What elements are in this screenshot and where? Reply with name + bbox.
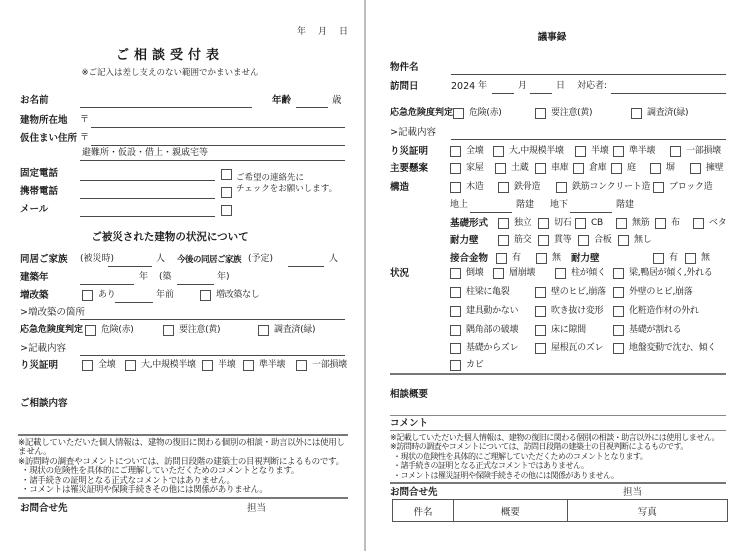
above-ground-label: 地上 bbox=[450, 200, 469, 210]
foundation-unreinforced-checkbox[interactable] bbox=[616, 218, 627, 229]
cond-trim-detached-label: 化粧造作材の外れ bbox=[629, 306, 699, 316]
separator-line bbox=[390, 415, 726, 416]
renovation-years-ago-label: 年前 bbox=[156, 290, 175, 300]
foundation-type-label: 基礎形式 bbox=[450, 218, 489, 229]
cond-mold-label: カビ bbox=[466, 360, 484, 370]
risk-caution-checkbox[interactable] bbox=[535, 108, 546, 119]
floor-unit-label: 階建 bbox=[516, 200, 535, 210]
concern-garage-label: 車庫 bbox=[551, 163, 569, 173]
landline-label: 固定電話 bbox=[20, 168, 59, 179]
below-ground-floors-line[interactable] bbox=[570, 200, 612, 213]
concern-storehouse-label: 土蔵 bbox=[511, 163, 529, 173]
comment-label: コメント bbox=[390, 418, 429, 429]
cond-exterior-crack-label: 外壁のヒビ,崩落 bbox=[629, 287, 693, 297]
cond-beam-lintel-checkbox[interactable] bbox=[613, 268, 624, 279]
mobile-input-line[interactable] bbox=[80, 186, 215, 199]
cond-atrium-deform-checkbox[interactable] bbox=[535, 306, 546, 317]
joint-no-checkbox[interactable] bbox=[536, 253, 547, 264]
cert-option-3-checkbox[interactable] bbox=[202, 360, 213, 371]
foundation-unreinforced-label: 無筋 bbox=[632, 218, 650, 228]
separator-line bbox=[18, 434, 348, 436]
privacy-note-line: ・諸手続きの証明となる正式なコメントではありません。 bbox=[393, 461, 589, 471]
wall-brace-checkbox[interactable] bbox=[498, 235, 509, 246]
visit-date-label: 訪問日 bbox=[390, 81, 419, 92]
landline-preferred-checkbox[interactable] bbox=[221, 169, 232, 180]
cond-corner-damage-label: 隅角部の破壊 bbox=[466, 325, 519, 335]
concern-fence-checkbox[interactable] bbox=[650, 163, 661, 174]
wall-nuki-label: 貫等 bbox=[554, 235, 572, 245]
separator-line bbox=[390, 373, 726, 375]
joint-yes-checkbox[interactable] bbox=[496, 253, 507, 264]
concern-garden-label: 庭 bbox=[627, 163, 636, 173]
staff-label: 担当 bbox=[623, 487, 643, 498]
wall-plywood-checkbox[interactable] bbox=[578, 235, 589, 246]
family-count-line[interactable] bbox=[108, 254, 152, 267]
cond-foundation-crack-checkbox[interactable] bbox=[613, 325, 624, 336]
separator-line bbox=[390, 430, 726, 431]
age-input-line[interactable] bbox=[296, 95, 328, 108]
cond-leaning-column-checkbox[interactable] bbox=[555, 268, 566, 279]
structure-rc-label: 鉄筋コンクリート造 bbox=[572, 182, 651, 192]
cond-foundation-shift-checkbox[interactable] bbox=[450, 343, 461, 354]
consultation-summary-label: 相談概要 bbox=[390, 389, 429, 400]
foundation-independent-checkbox[interactable] bbox=[498, 218, 509, 229]
built-year-unit: 年 bbox=[139, 272, 149, 282]
floor-unit-label-2: 階建 bbox=[616, 200, 635, 210]
foundation-strip-checkbox[interactable] bbox=[655, 218, 666, 229]
risk-assessment-label: 応急危険度判定 bbox=[390, 108, 454, 118]
table-header-overview: 概要 bbox=[453, 500, 567, 521]
privacy-note-line: ・コメントは罹災証明や保険手続きその他には関係がありません。 bbox=[393, 470, 619, 480]
structure-block-checkbox[interactable] bbox=[653, 182, 664, 193]
visit-year-unit: 年 bbox=[478, 81, 488, 91]
concern-retaining-wall-label: 擁壁 bbox=[706, 163, 724, 173]
future-family-plan-label: (予定) bbox=[248, 254, 274, 264]
temporary-address-label: 仮住まい住所 bbox=[20, 133, 78, 144]
cond-corner-damage-checkbox[interactable] bbox=[450, 325, 461, 336]
renovation-years-line[interactable] bbox=[115, 290, 153, 303]
visit-day-unit: 日 bbox=[556, 81, 566, 91]
cond-atrium-deform-label: 吹き抜け変形 bbox=[551, 306, 604, 316]
cond-foundation-crack-label: 基礎が割れる bbox=[629, 325, 682, 335]
risk-inspected-label: 調査済(緑) bbox=[647, 108, 689, 118]
future-family-count-line[interactable] bbox=[288, 254, 324, 267]
cert-option-5-checkbox[interactable] bbox=[670, 146, 681, 157]
foundation-mat-checkbox[interactable] bbox=[693, 218, 704, 229]
cert-option-4-label: 準半壊 bbox=[629, 146, 656, 156]
renovation-no-checkbox[interactable] bbox=[200, 290, 211, 301]
cond-fittings-stuck-checkbox[interactable] bbox=[450, 306, 461, 317]
cert-option-2-checkbox[interactable] bbox=[125, 360, 136, 371]
cond-trim-detached-checkbox[interactable] bbox=[613, 306, 624, 317]
foundation-independent-label: 独立 bbox=[514, 218, 532, 228]
cond-collapse-label: 倒壊 bbox=[466, 268, 484, 278]
person-unit-label: 人 bbox=[156, 254, 166, 264]
renovation-yes-label: あり bbox=[98, 290, 116, 300]
date-month-label: 月 bbox=[318, 27, 328, 37]
visit-day-line[interactable] bbox=[530, 81, 552, 94]
cond-mold-checkbox[interactable] bbox=[450, 360, 461, 371]
cond-wall-crack-label: 壁のヒビ,崩落 bbox=[551, 287, 606, 297]
privacy-note-line: ※訪問時の調査やコメントについては、訪問日段階の建築士の目視判断によるものです。 bbox=[390, 442, 688, 452]
contact-preference-note-1: ご希望の連絡先に bbox=[236, 173, 305, 183]
concern-house-label: 家屋 bbox=[466, 163, 484, 173]
inquiry-label: お問合せ先 bbox=[390, 487, 438, 498]
condition-label: 状況 bbox=[390, 268, 410, 279]
email-input-line[interactable] bbox=[80, 204, 215, 217]
cond-ground-subsidence-label: 地盤変動で沈む、傾く bbox=[629, 343, 717, 353]
age-label: 年齢 bbox=[272, 95, 292, 106]
privacy-note-line: ※記載していただいた個人情報は、建物の復旧に関わる個別の相談・助言以外には使用しません。 bbox=[18, 438, 345, 458]
cert-option-2-checkbox[interactable] bbox=[493, 146, 504, 157]
cert-option-5-label: 一部損壊 bbox=[312, 360, 347, 370]
built-age-line[interactable] bbox=[177, 272, 214, 285]
cond-story-collapse-checkbox[interactable] bbox=[493, 268, 504, 279]
form-subtitle: ※ご記入は差し支えのない範囲でかまいません bbox=[81, 68, 259, 78]
building-address-label: 建物所在地 bbox=[20, 115, 68, 126]
visit-year-value: 2024 bbox=[451, 81, 476, 92]
person-unit-label-2: 人 bbox=[329, 254, 339, 264]
minutes-title: 議事録 bbox=[537, 32, 567, 43]
cond-foundation-shift-label: 基礎からズレ bbox=[466, 343, 519, 353]
cond-ground-subsidence-checkbox[interactable] bbox=[613, 343, 624, 354]
family-label: 同居ご家族 bbox=[20, 254, 68, 265]
structure-label: 構造 bbox=[390, 182, 410, 193]
foundation-cb-checkbox[interactable] bbox=[575, 218, 586, 229]
page-divider bbox=[364, 0, 366, 551]
separator-line bbox=[390, 482, 726, 484]
cond-roof-tile-shift-label: 屋根瓦のズレ bbox=[551, 343, 604, 353]
cond-wall-crack-checkbox[interactable] bbox=[535, 287, 546, 298]
risk-inspected-checkbox[interactable] bbox=[631, 108, 642, 119]
mobile-label: 携帯電話 bbox=[20, 186, 59, 197]
cert-option-3-label: 半壊 bbox=[218, 360, 236, 370]
structure-block-label: ブロック造 bbox=[669, 182, 713, 192]
cond-floor-gap-label: 床に隙間 bbox=[551, 325, 586, 335]
cert-option-1-checkbox[interactable] bbox=[450, 146, 461, 157]
foundation-mat-label: ベタ bbox=[709, 218, 727, 228]
attachment-table bbox=[392, 499, 728, 522]
minutes-page bbox=[368, 0, 736, 551]
attendant-line[interactable] bbox=[611, 81, 726, 94]
contact-preference-note-2: チェックをお願いします。 bbox=[236, 184, 338, 194]
building-address-line[interactable] bbox=[91, 115, 345, 128]
above-ground-floors-line[interactable] bbox=[470, 200, 512, 213]
privacy-note-line: ※訪問時の調査やコメントについては、訪問日段階の建築士の目視判断によるものです。 bbox=[18, 456, 344, 467]
cert-option-1-label: 全壊 bbox=[466, 146, 484, 156]
form-title: ご相談受付表 bbox=[115, 48, 224, 63]
cert-option-5-label: 一部損壊 bbox=[686, 146, 721, 156]
table-header-photo: 写真 bbox=[567, 500, 727, 521]
bearing-wall-2-label: 耐力壁 bbox=[571, 253, 600, 264]
risk-assessment-label: 応急危険度判定 bbox=[20, 325, 84, 335]
risk-caution-checkbox[interactable] bbox=[163, 325, 174, 336]
concern-house-checkbox[interactable] bbox=[450, 163, 461, 174]
wall-plywood-label: 合板 bbox=[594, 235, 612, 245]
bearing-wall-yes-checkbox[interactable] bbox=[653, 253, 664, 264]
wall-none-label: 無し bbox=[634, 235, 652, 245]
cert-option-4-checkbox[interactable] bbox=[243, 360, 254, 371]
postal-mark: 〒 bbox=[80, 115, 90, 125]
structure-steel-label: 鉄骨造 bbox=[514, 182, 541, 192]
cond-column-crack-label: 柱梁に亀裂 bbox=[466, 287, 510, 297]
renovation-label: 増改築 bbox=[20, 290, 49, 301]
cert-option-4-checkbox[interactable] bbox=[613, 146, 624, 157]
postal-mark-2: 〒 bbox=[80, 133, 90, 143]
risk-content-label: >記載内容 bbox=[390, 127, 436, 138]
age-unit-label: 歳 bbox=[332, 95, 342, 106]
privacy-notes bbox=[390, 433, 730, 480]
cert-option-2-label: 大,中規模半壊 bbox=[141, 360, 196, 370]
cond-leaning-column-label: 柱が傾く bbox=[571, 268, 606, 278]
wall-brace-label: 筋交 bbox=[514, 235, 532, 245]
landline-input-line[interactable] bbox=[80, 168, 215, 181]
main-concern-label: 主要懸案 bbox=[390, 163, 429, 174]
cert-option-1-label: 全壊 bbox=[98, 360, 116, 370]
date-day-label: 日 bbox=[339, 27, 349, 37]
building-status-section-title: ご被災された建物の状況について bbox=[91, 231, 249, 243]
cert-option-1-checkbox[interactable] bbox=[82, 360, 93, 371]
below-ground-label: 地下 bbox=[550, 200, 569, 210]
family-at-disaster-label: (被災時) bbox=[80, 254, 115, 264]
name-input-line[interactable] bbox=[80, 95, 252, 108]
bearing-wall-label: 耐力壁 bbox=[450, 235, 479, 246]
bearing-wall-no-label: 無 bbox=[701, 253, 710, 263]
separator-line bbox=[18, 497, 348, 499]
risk-content-line[interactable] bbox=[451, 127, 726, 140]
concern-garage-checkbox[interactable] bbox=[535, 163, 546, 174]
reception-form-page bbox=[0, 0, 364, 551]
disaster-certificate-label: り災証明 bbox=[20, 360, 59, 371]
date-year-label: 年 bbox=[297, 27, 307, 37]
shelter-type-note: 避難所・仮設・借上・親戚宅等 bbox=[82, 148, 209, 158]
future-family-label: 今後の同居ご家族 bbox=[177, 255, 242, 265]
renovation-location-label: >増改築の箇所 bbox=[20, 307, 85, 318]
property-name-line[interactable] bbox=[451, 62, 726, 75]
visit-month-line[interactable] bbox=[492, 81, 514, 94]
structure-wood-label: 木造 bbox=[466, 182, 484, 192]
built-year-line[interactable] bbox=[80, 272, 134, 285]
risk-danger-label: 危険(赤) bbox=[101, 325, 134, 335]
built-year-label: 建築年 bbox=[20, 272, 49, 283]
cert-option-2-label: 大,中規模半壊 bbox=[509, 146, 564, 156]
foundation-cutstone-checkbox[interactable] bbox=[538, 218, 549, 229]
inquiry-label: お問合せ先 bbox=[20, 503, 68, 514]
temporary-address-line[interactable] bbox=[91, 133, 345, 146]
concern-garden-checkbox[interactable] bbox=[611, 163, 622, 174]
visit-month-unit: 月 bbox=[518, 81, 528, 91]
foundation-cb-label: CB bbox=[591, 218, 603, 228]
mobile-preferred-checkbox[interactable] bbox=[221, 187, 232, 198]
wall-nuki-checkbox[interactable] bbox=[538, 235, 549, 246]
foundation-cutstone-label: 切石 bbox=[554, 218, 572, 228]
concern-storehouse-checkbox[interactable] bbox=[495, 163, 506, 174]
property-name-label: 物件名 bbox=[390, 62, 419, 73]
table-header-subject: 件名 bbox=[413, 506, 433, 518]
renovation-location-line[interactable] bbox=[80, 307, 345, 320]
consultation-content-label: ご相談内容 bbox=[20, 398, 68, 409]
name-label: お名前 bbox=[20, 95, 49, 106]
cond-exterior-crack-checkbox[interactable] bbox=[613, 287, 624, 298]
bearing-wall-yes-label: 有 bbox=[669, 253, 678, 263]
cond-column-crack-checkbox[interactable] bbox=[450, 287, 461, 298]
joint-no-label: 無 bbox=[552, 253, 561, 263]
concern-retaining-wall-checkbox[interactable] bbox=[690, 163, 701, 174]
cert-option-3-checkbox[interactable] bbox=[575, 146, 586, 157]
risk-inspected-checkbox[interactable] bbox=[258, 325, 269, 336]
risk-danger-checkbox[interactable] bbox=[453, 108, 464, 119]
privacy-note-line: ・現状の危険性を具体的にご理解していただくためのコメントとなります。 bbox=[393, 451, 648, 461]
shelter-type-line[interactable] bbox=[80, 148, 345, 161]
built-age-close: 年) bbox=[217, 272, 230, 282]
bearing-wall-no-checkbox[interactable] bbox=[685, 253, 696, 264]
renovation-yes-checkbox[interactable] bbox=[82, 290, 93, 301]
risk-caution-label: 要注意(黄) bbox=[551, 108, 593, 118]
concern-warehouse-label: 倉庫 bbox=[589, 163, 607, 173]
risk-danger-checkbox[interactable] bbox=[85, 325, 96, 336]
structure-rc-checkbox[interactable] bbox=[556, 182, 567, 193]
staff-label: 担当 bbox=[247, 503, 267, 514]
risk-danger-label: 危険(赤) bbox=[469, 108, 502, 118]
built-age-open: (築 bbox=[159, 272, 172, 282]
concern-fence-label: 塀 bbox=[666, 163, 675, 173]
joint-hardware-label: 接合金物 bbox=[450, 253, 489, 264]
cond-roof-tile-shift-checkbox[interactable] bbox=[535, 343, 546, 354]
cond-floor-gap-checkbox[interactable] bbox=[535, 325, 546, 336]
joint-yes-label: 有 bbox=[512, 253, 521, 263]
cond-beam-lintel-label: 梁,鴨居が傾く,外れる bbox=[629, 268, 713, 278]
cert-option-4-label: 準半壊 bbox=[259, 360, 286, 370]
cond-fittings-stuck-label: 建具動かない bbox=[466, 306, 519, 316]
privacy-note-line: ・コメントは罹災証明や保険手続きその他には関係がありません。 bbox=[21, 485, 268, 496]
privacy-note-line: ・現状の危険性を具体的にご理解していただくためのコメントとなります。 bbox=[21, 466, 300, 477]
email-preferred-checkbox[interactable] bbox=[221, 205, 232, 216]
email-label: メール bbox=[20, 204, 49, 215]
cert-option-3-label: 半壊 bbox=[591, 146, 609, 156]
privacy-note-line: ・諸手続きの証明となる正式なコメントではありません。 bbox=[21, 475, 235, 486]
structure-wood-checkbox[interactable] bbox=[450, 182, 461, 193]
risk-content-label: >記載内容 bbox=[20, 343, 66, 354]
concern-warehouse-checkbox[interactable] bbox=[573, 163, 584, 174]
disaster-certificate-label: り災証明 bbox=[390, 146, 429, 157]
risk-caution-label: 要注意(黄) bbox=[179, 325, 221, 335]
cond-collapse-checkbox[interactable] bbox=[450, 268, 461, 279]
risk-inspected-label: 調査済(緑) bbox=[274, 325, 316, 335]
foundation-strip-label: 布 bbox=[671, 218, 680, 228]
cond-story-collapse-label: 層崩壊 bbox=[509, 268, 536, 278]
wall-none-checkbox[interactable] bbox=[618, 235, 629, 246]
cert-option-5-checkbox[interactable] bbox=[296, 360, 307, 371]
privacy-notes bbox=[18, 439, 351, 495]
renovation-no-label: 増改築なし bbox=[216, 290, 260, 300]
privacy-note-line: ※記載していただいた個人情報は、建物の復旧に関わる個別の相談・助言以外には使用しません。 bbox=[390, 433, 720, 442]
risk-content-line[interactable] bbox=[80, 343, 345, 356]
attendant-label: 対応者: bbox=[577, 81, 608, 91]
structure-steel-checkbox[interactable] bbox=[498, 182, 509, 193]
